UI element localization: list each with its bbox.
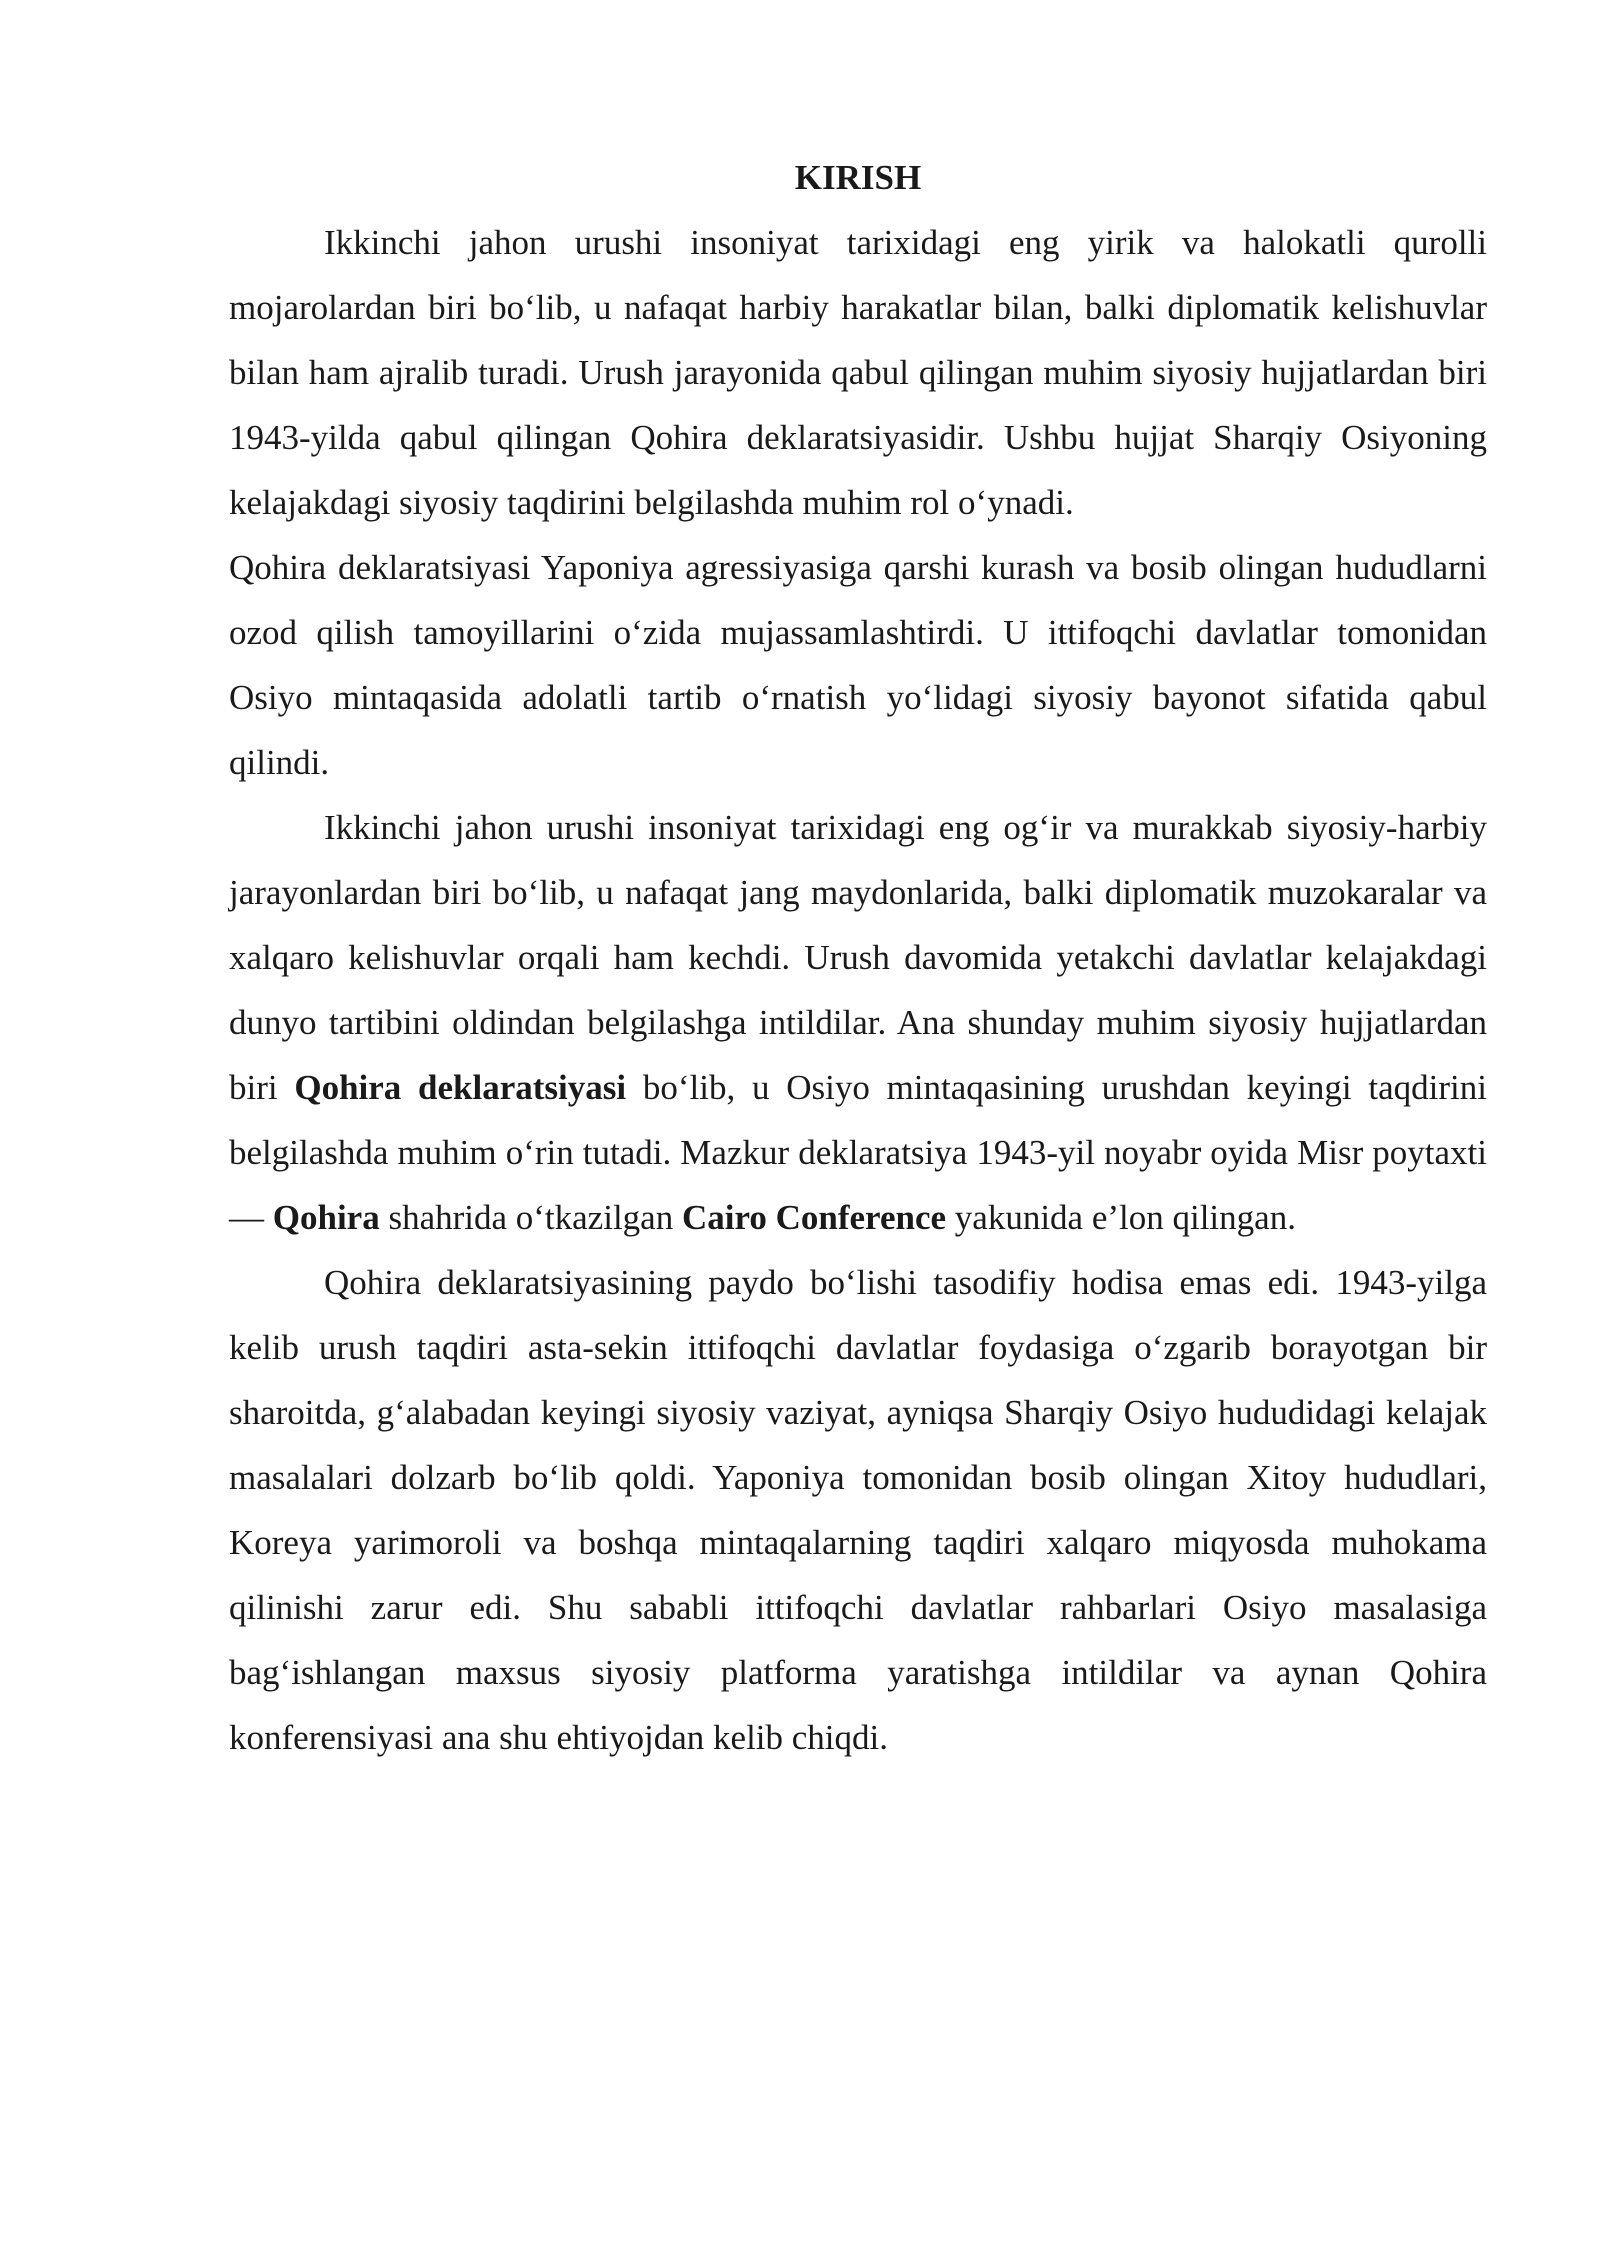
paragraph-text: yakunida e’lon qilingan. (946, 1198, 1296, 1237)
bold-term-qohira: Qohira (272, 1198, 380, 1237)
bold-term-cairo-conference: Cairo Conference (681, 1198, 947, 1237)
section-heading: KIRISH (794, 158, 922, 197)
paragraph-text: bo‘lib, u Osiyo mintaqasining urushdan keyingi taqdirini belgilashda muhim o‘rin tutadi. Mazkur deklaratsiya 1943-yil noyabr oyida Misr poytaxti — (229, 1068, 1487, 1237)
paragraph-intro: Ikkinchi jahon urushi insoniyat tarixidagi eng yirik va halokatli qurolli mojarolardan biri bo‘lib, u nafaqat harbiy harakatlar bilan, balki diplomatik kelishuvlar bilan ham ajralib turadi. Urush jarayonida qabul qilingan muhim siyosiy hujjatlardan biri 1943-yilda qabul qilingan Qohira deklaratsiyasidir. Ushbu hujjat Sharqiy Osiyoning kelajakdagi siyosiy taqdirini belgilashda muhim rol o‘ynadi. (229, 223, 1487, 522)
bold-term-qohira-deklaratsiyasi: Qohira deklaratsiyasi (294, 1068, 627, 1107)
paragraph-text: Ikkinchi jahon urushi insoniyat tarixidagi eng og‘ir va murakkab siyosiy-harbiy jarayonlardan biri bo‘lib, u nafaqat jang maydonlarida, balki diplomatik muzokaralar va xalqaro kelishuvlar orqali ham kechdi. Urush davomida yetakchi davlatlar kelajakdagi dunyo tartibini oldindan belgilashga intildilar. Ana shunday muhim siyosiy hujjatlardan biri (229, 808, 1487, 1107)
document-body (229, 145, 1487, 1770)
paragraph-cairo-declaration (229, 795, 1487, 1250)
paragraph-intro-continued: Qohira deklaratsiyasi Yaponiya agressiyasiga qarshi kurash va bosib olingan hududlarni ozod qilish tamoyillarini o‘zida mujassamlashtirdi. U ittifoqchi davlatlar tomonidan Osiyo mintaqasida adolatli tartib o‘rnatish yo‘lidagi siyosiy bayonot sifatida qabul qilindi. (229, 548, 1487, 782)
paragraph-text: shahrida o‘tkazilgan (379, 1198, 682, 1237)
paragraph-origins: Qohira deklaratsiyasining paydo bo‘lishi tasodifiy hodisa emas edi. 1943-yilga kelib urush taqdiri asta-sekin ittifoqchi davlatlar foydasiga o‘zgarib borayotgan bir sharoitda, g‘alabadan keyingi siyosiy vaziyat, ayniqsa Sharqiy Osiyo hududidagi kelajak masalalari dolzarb bo‘lib qoldi. Yaponiya tomonidan bosib olingan Xitoy hududlari, Koreya yarimoroli va boshqa mintaqalarning taqdiri xalqaro miqyosda muhokama qilinishi zarur edi. Shu sababli ittifoqchi davlatlar rahbarlari Osiyo masalasiga bag‘ishlangan maxsus siyosiy platforma yaratishga intildilar va aynan Qohira konferensiyasi ana shu ehtiyojdan kelib chiqdi. (229, 1263, 1487, 1757)
